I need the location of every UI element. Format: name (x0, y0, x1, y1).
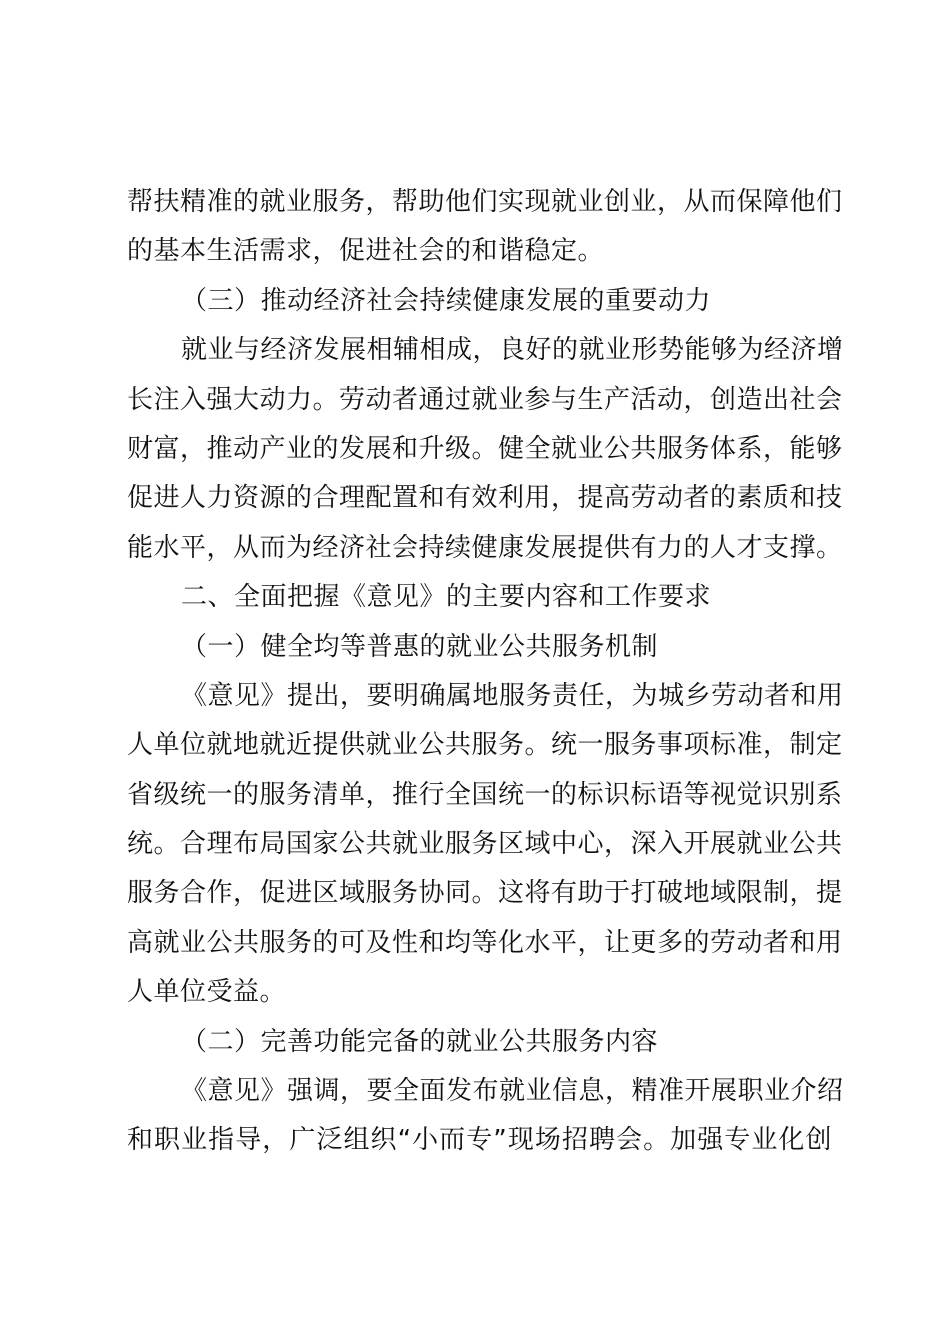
section-heading: （一）健全均等普惠的就业公共服务机制 (181, 631, 659, 662)
paragraph-line: 《意见》提出，要明确属地服务责任，为城乡劳动者和用 (181, 680, 844, 711)
paragraph-line: 长注入强大动力。劳动者通过就业参与生产活动，创造出社会 (127, 384, 843, 415)
paragraph-line: 省级统一的服务清单，推行全国统一的标识标语等视觉识别系 (127, 779, 843, 810)
section-heading: （三）推动经济社会持续健康发展的重要动力 (181, 285, 712, 316)
paragraph-line: 和职业指导，广泛组织“小而专”现场招聘会。加强专业化创 (127, 1125, 832, 1156)
paragraph-line: 帮扶精准的就业服务，帮助他们实现就业创业，从而保障他们 (127, 187, 843, 217)
paragraph-line: 促进人力资源的合理配置和有效利用，提高劳动者的素质和技 (127, 483, 843, 514)
paragraph-line: 《意见》强调，要全面发布就业信息，精准开展职业介绍 (181, 1076, 844, 1107)
paragraph-line: 统。合理布局国家公共就业服务区域中心，深入开展就业公共 (127, 829, 843, 860)
paragraph-line: 就业与经济发展相辅相成，良好的就业形势能够为经济增 (181, 335, 844, 366)
chapter-heading: 二、全面把握《意见》的主要内容和工作要求 (181, 582, 712, 613)
paragraph-line: 财富，推动产业的发展和升级。健全就业公共服务体系，能够 (127, 433, 843, 464)
document-body (127, 178, 844, 1166)
paragraph-line: 人单位就地就近提供就业公共服务。统一服务事项标准，制定 (127, 730, 843, 761)
section-heading: （二）完善功能完备的就业公共服务内容 (181, 1026, 659, 1057)
paragraph-line: 的基本生活需求，促进社会的和谐稳定。 (127, 236, 605, 267)
paragraph-line: 人单位受益。 (127, 977, 287, 1008)
paragraph-line: 高就业公共服务的可及性和均等化水平，让更多的劳动者和用 (127, 927, 843, 958)
paragraph-line: 服务合作，促进区域服务协同。这将有助于打破地域限制，提 (127, 878, 843, 909)
paragraph-line: 能水平，从而为经济社会持续健康发展提供有力的人才支撑。 (127, 532, 843, 563)
